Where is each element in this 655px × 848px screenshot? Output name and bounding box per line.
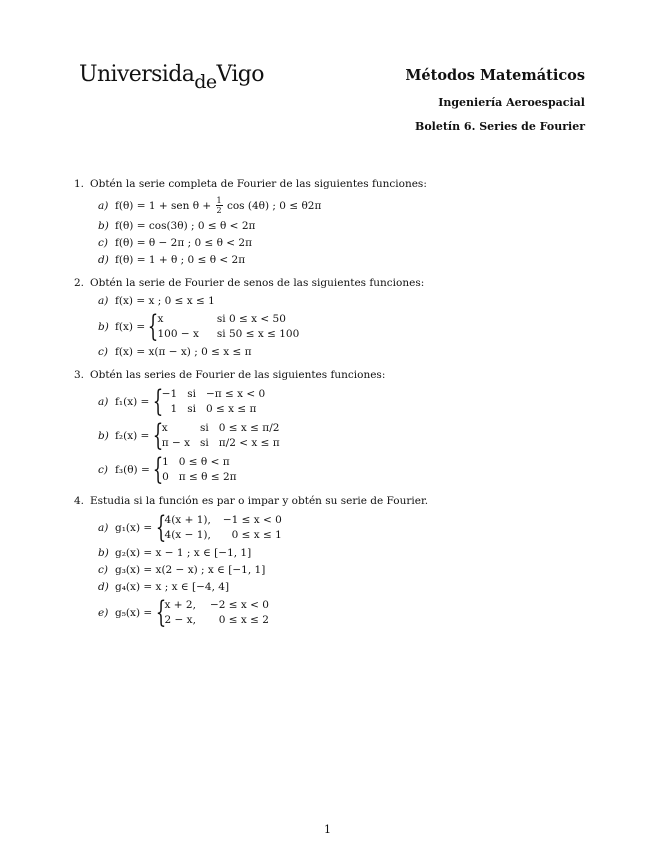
problem-items xyxy=(98,295,594,358)
problem-items xyxy=(98,196,594,266)
left-brace: { xyxy=(155,509,166,545)
cases: 1 0 ≤ θ < π 0 π ≤ θ ≤ 2π xyxy=(162,456,237,483)
problem-item: a) g₁(x) = { 4(x + 1), −1 ≤ x < 0 4(x − 1), 0 ≤ x ≤ 1 xyxy=(98,509,282,545)
left-brace: { xyxy=(152,417,163,453)
item-expression: f(θ) = 1 + θ ; 0 ≤ θ < 2π xyxy=(115,254,246,266)
piecewise-function: f(x) = { x si 0 ≤ x < 50 100 − x si 50 ≤ x ≤ 100 xyxy=(115,308,300,344)
cases: x si 0 ≤ x < 50 100 − x si 50 ≤ x ≤ 100 xyxy=(157,313,300,340)
problem-statement: 4. Estudia si la función es par o impar y obtén su serie de Fourier. xyxy=(74,495,429,507)
problem-statement: 2. Obtén la serie de Fourier de senos de las siguientes funciones: xyxy=(74,277,425,289)
problem-item: a) f(θ) = 1 + sen θ + $\frac{1}{2}$ cos (4θ) ; 0 ≤ θ2π xyxy=(98,196,322,215)
problem-item: d) f(θ) = 1 + θ ; 0 ≤ θ < 2π xyxy=(98,254,246,266)
cases: 4(x + 1), −1 ≤ x < 0 4(x − 1), 0 ≤ x ≤ 1 xyxy=(164,514,282,541)
cases: x + 2, −2 ≤ x < 0 2 − x, 0 ≤ x ≤ 2 xyxy=(164,599,269,626)
fraction: $\frac{1}{2}$ xyxy=(216,196,222,215)
page-number: 1 xyxy=(324,823,331,836)
problem-statement: 1. Obtén la serie completa de Fourier de las siguientes funciones: xyxy=(74,178,427,190)
piecewise-function: f₁(x) = { −1 si −π ≤ x < 0 1 si 0 ≤ x ≤ π xyxy=(115,383,266,419)
cases: x si 0 ≤ x ≤ π/2 π − x si π/2 < x ≤ π xyxy=(161,422,280,449)
left-brace: { xyxy=(152,383,163,419)
item-expression: g₃(x) = x(2 − x) ; x ∈ [−1, 1] xyxy=(115,564,266,576)
degree-subtitle: Ingeniería Aeroespacial xyxy=(438,96,585,109)
problem-item: b) f(x) = { x si 0 ≤ x < 50 100 − x si 50 ≤ x ≤ 100 xyxy=(98,308,300,344)
cases: −1 si −π ≤ x < 0 1 si 0 ≤ x ≤ π xyxy=(161,388,266,415)
item-expression: g₂(x) = x − 1 ; x ∈ [−1, 1] xyxy=(115,547,252,559)
piecewise-function: g₁(x) = { 4(x + 1), −1 ≤ x < 0 4(x − 1), 0 ≤ x ≤ 1 xyxy=(115,509,282,545)
problem-items xyxy=(98,509,594,630)
problem-item: b) f₂(x) = { x si 0 ≤ x ≤ π/2 π − x si π/2 < x ≤ π xyxy=(98,417,280,453)
problem-item: e) g₅(x) = { x + 2, −2 ≤ x < 0 2 − x, 0 ≤ x ≤ 2 xyxy=(98,594,269,630)
left-brace: { xyxy=(148,308,159,344)
problem-3 xyxy=(74,368,594,487)
item-expression: g₄(x) = x ; x ∈ [−4, 4] xyxy=(115,581,230,593)
problem-item: a) f(x) = x ; 0 ≤ x ≤ 1 xyxy=(98,295,215,307)
problem-list xyxy=(74,177,594,637)
problem-2 xyxy=(74,276,594,358)
problem-4 xyxy=(74,494,594,630)
item-expression: f(θ) = 1 + sen θ + $\frac{1}{2}$ cos (4θ) ; 0 ≤ θ2π xyxy=(115,196,322,215)
piecewise-function: f₂(x) = { x si 0 ≤ x ≤ π/2 π − x si π/2 < x ≤ π xyxy=(115,417,280,453)
problem-item: b) g₂(x) = x − 1 ; x ∈ [−1, 1] xyxy=(98,547,252,559)
problem-items xyxy=(98,383,594,487)
problem-item: b) f(θ) = cos(3θ) ; 0 ≤ θ < 2π xyxy=(98,220,256,232)
item-expression: f(x) = x(π − x) ; 0 ≤ x ≤ π xyxy=(115,346,252,358)
piecewise-function: f₃(θ) = { 1 0 ≤ θ < π 0 π ≤ θ ≤ 2π xyxy=(115,451,237,487)
problem-item: c) f(θ) = θ − 2π ; 0 ≤ θ < 2π xyxy=(98,237,252,249)
problem-statement: 3. Obtén las series de Fourier de las siguientes funciones: xyxy=(74,369,386,381)
problem-item: c) f₃(θ) = { 1 0 ≤ θ < π 0 π ≤ θ ≤ 2π xyxy=(98,451,237,487)
course-title: Métodos Matemáticos xyxy=(405,67,585,84)
problem-item: a) f₁(x) = { −1 si −π ≤ x < 0 1 si 0 ≤ x ≤ π xyxy=(98,383,266,419)
problem-item: d) g₄(x) = x ; x ∈ [−4, 4] xyxy=(98,581,230,593)
piecewise-function: g₅(x) = { x + 2, −2 ≤ x < 0 2 − x, 0 ≤ x ≤ 2 xyxy=(115,594,269,630)
item-expression: f(x) = x ; 0 ≤ x ≤ 1 xyxy=(115,295,215,307)
left-brace: { xyxy=(155,594,166,630)
item-expression: f(θ) = cos(3θ) ; 0 ≤ θ < 2π xyxy=(115,220,256,232)
bulletin-title: Boletín 6. Series de Fourier xyxy=(415,120,585,133)
university-logo: UniversidadeVigo xyxy=(79,62,264,93)
left-brace: { xyxy=(152,451,164,487)
problem-item: c) f(x) = x(π − x) ; 0 ≤ x ≤ π xyxy=(98,346,252,358)
problem-item: c) g₃(x) = x(2 − x) ; x ∈ [−1, 1] xyxy=(98,564,266,576)
problem-1 xyxy=(74,177,594,266)
item-expression: f(θ) = θ − 2π ; 0 ≤ θ < 2π xyxy=(115,237,252,249)
